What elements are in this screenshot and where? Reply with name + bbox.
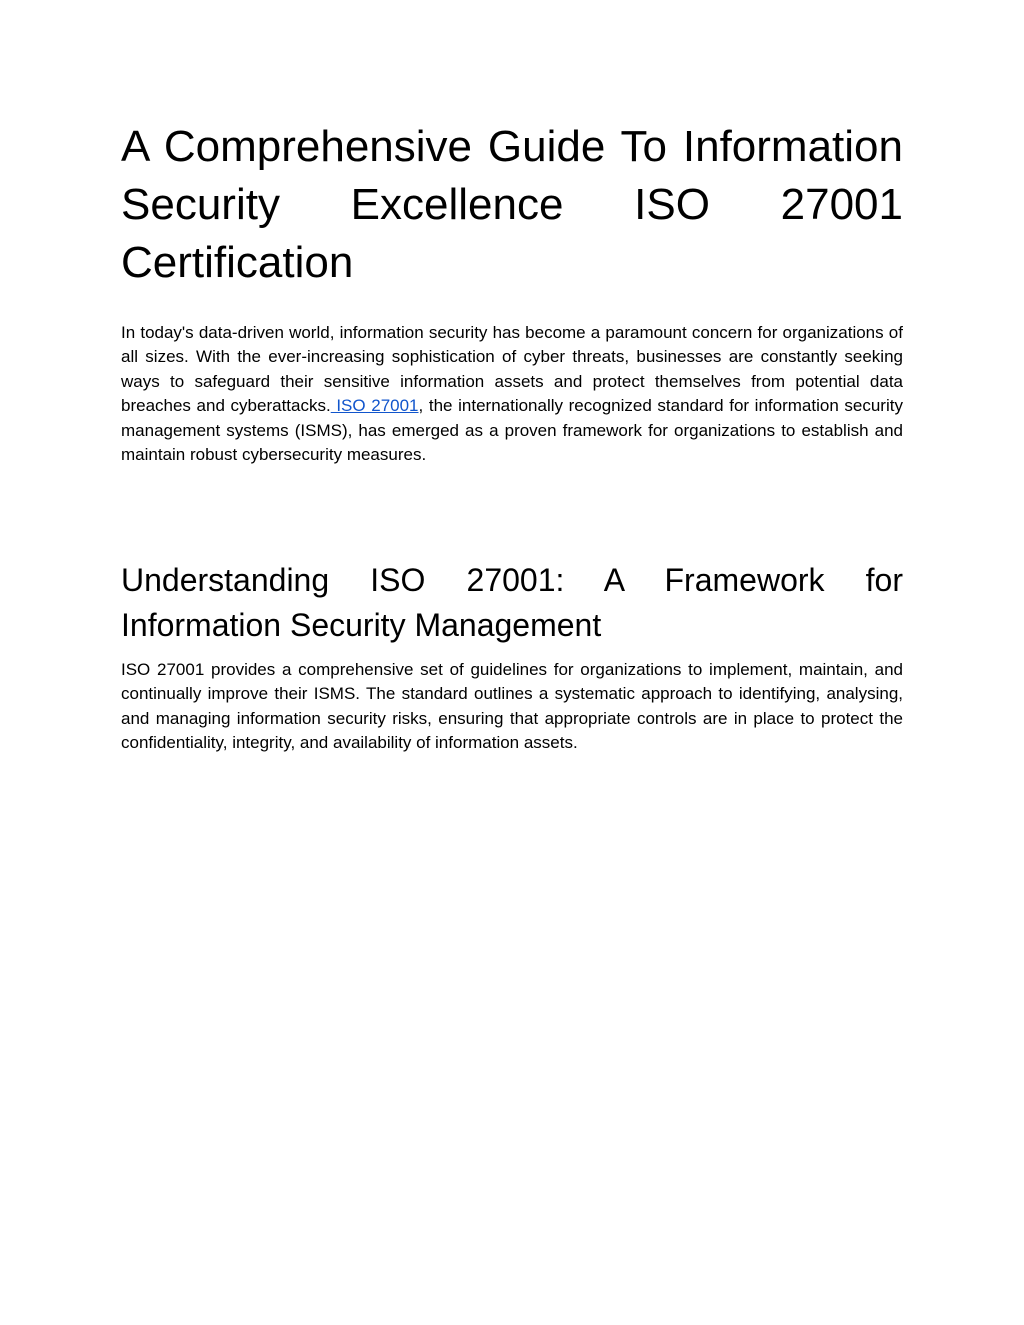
section-heading: Understanding ISO 27001: A Framework for Information Security Management	[121, 562, 903, 643]
document-title: A Comprehensive Guide To Information Security Excellence ISO 27001 Certification	[121, 122, 903, 287]
intro-paragraph	[121, 321, 903, 467]
iso-27001-link[interactable]: ISO 27001	[330, 396, 419, 416]
intro-text-after-link: , the internationally recognized standard for information security management systems (ISMS), has emerged as a proven framework for organizations to establish and maintain robust cybersecurity measures.	[121, 396, 903, 465]
section-paragraph: ISO 27001 provides a comprehensive set of guidelines for organizations to implement, maintain, and continually improve their ISMS. The standard outlines a systematic approach to identifying, analysing, and managing information security risks, ensuring that appropriate controls are in place to protect the confidentiality, integrity, and availability of information assets.	[121, 660, 903, 753]
intro-text-before-link: In today's data-driven world, information security has become a paramount concern for organizations of all sizes. With the ever-increasing sophistication of cyber threats, businesses are constantly seeking ways to safeguard their sensitive information assets and protect themselves from potential data breaches and cyberattacks.	[121, 323, 903, 416]
